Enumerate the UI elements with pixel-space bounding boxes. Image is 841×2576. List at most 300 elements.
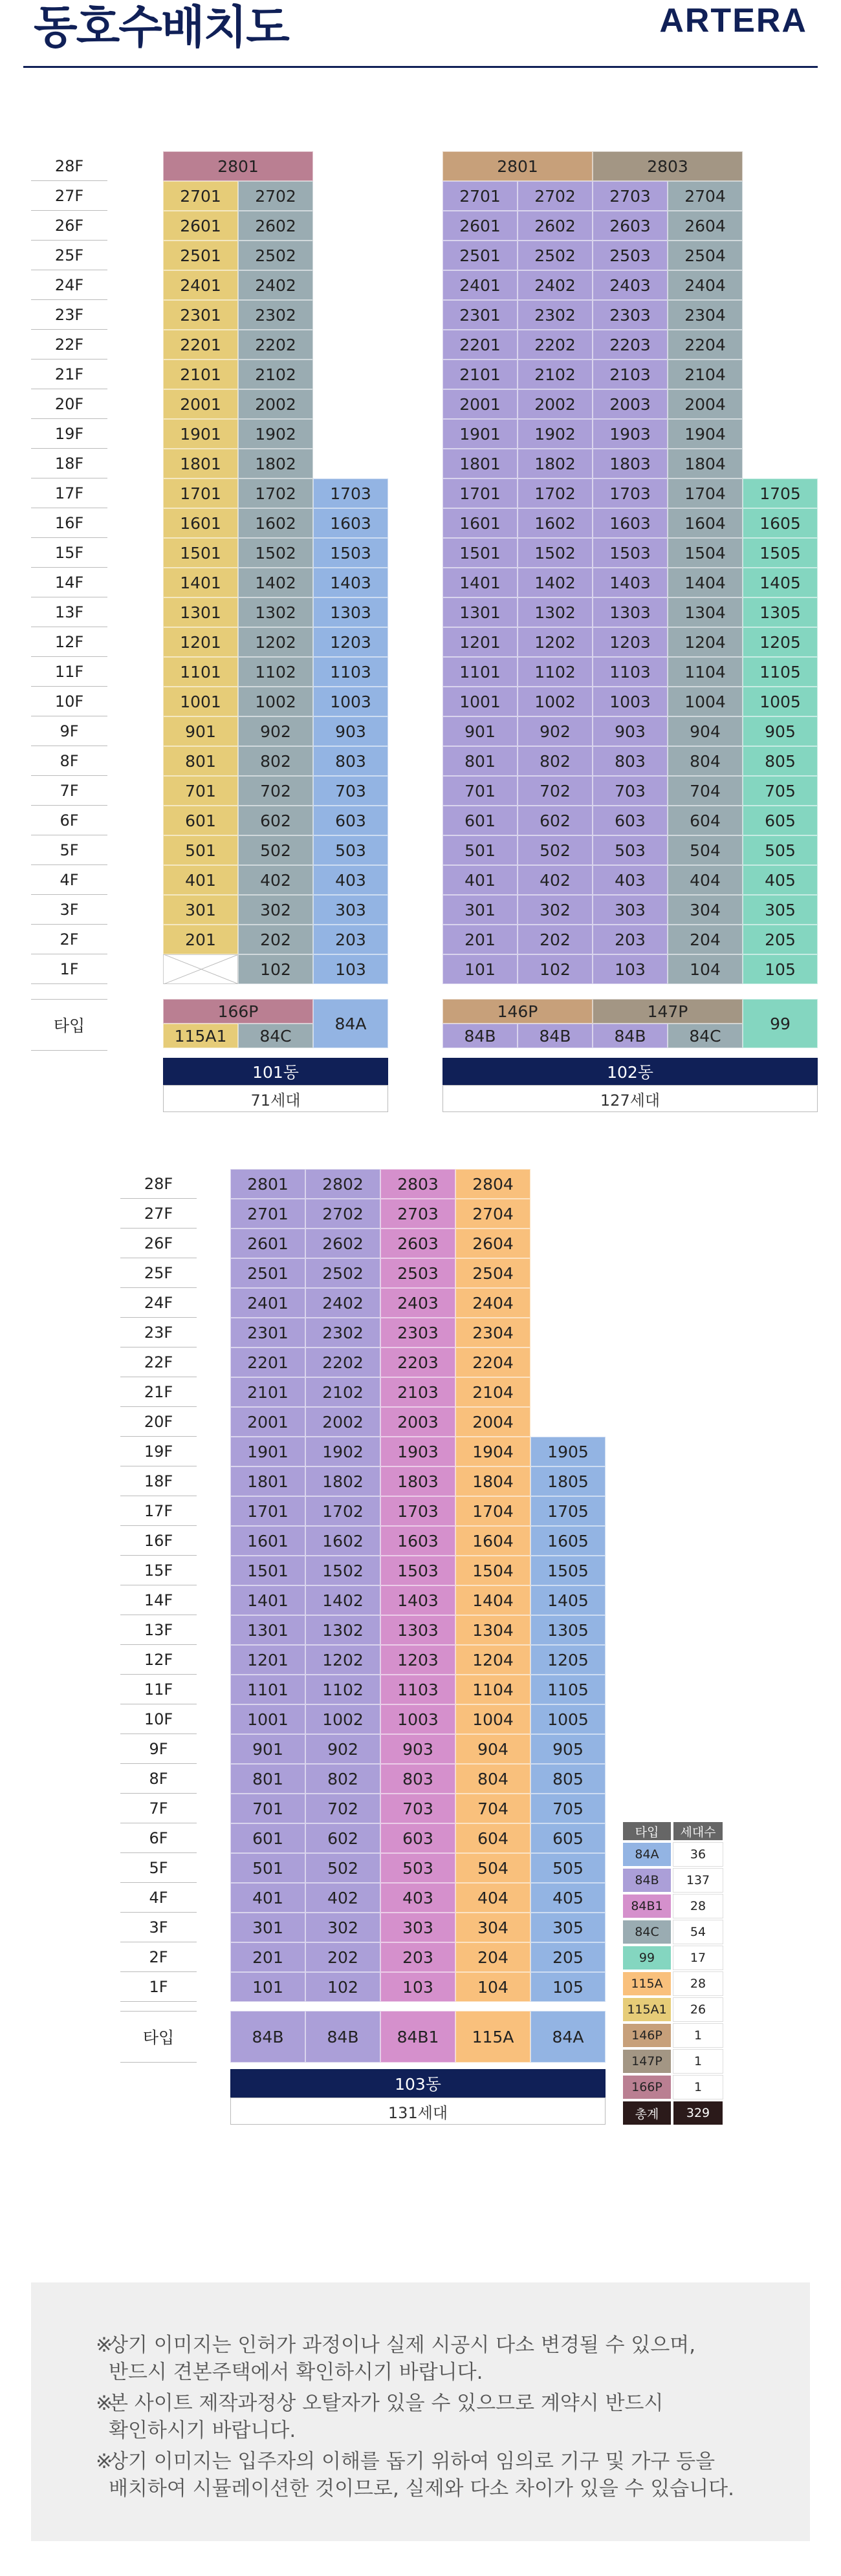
- unit-cell: 804: [668, 746, 743, 776]
- unit-cell: 1303: [380, 1615, 455, 1645]
- unit-cell: 201: [163, 925, 238, 954]
- unit-cell: 805: [743, 746, 818, 776]
- unit-cell: 401: [230, 1883, 305, 1913]
- unit-cell: 2203: [380, 1347, 455, 1377]
- unit-cell: 1702: [305, 1496, 380, 1526]
- unit-cell: 1102: [518, 657, 593, 687]
- unit-cell: 1302: [518, 597, 593, 627]
- unit-cell: 204: [455, 1942, 530, 1972]
- unit-cell: 501: [163, 835, 238, 865]
- unit-cell: 1405: [530, 1585, 606, 1615]
- unit-cell: 2704: [668, 181, 743, 211]
- unit-cell: 803: [593, 746, 668, 776]
- unit-cell: 1701: [230, 1496, 305, 1526]
- unit-cell: 2704: [455, 1199, 530, 1229]
- legend-type-swatch: 146P: [622, 2023, 672, 2048]
- floor-label: 18F: [120, 1466, 197, 1496]
- unit-cell: 403: [313, 865, 388, 895]
- unit-cell: 1804: [668, 449, 743, 478]
- unit-cell: 804: [455, 1764, 530, 1794]
- unit-cell: 2403: [380, 1288, 455, 1318]
- unit-cell: 1604: [455, 1526, 530, 1556]
- floor-label: 4F: [31, 865, 107, 895]
- unit-cell: 203: [380, 1942, 455, 1972]
- unit-cell: 2402: [518, 270, 593, 300]
- type-cell: 84B: [230, 2011, 305, 2063]
- unit-cell: 2003: [593, 389, 668, 419]
- unit-cell: 2701: [230, 1199, 305, 1229]
- unit-cell: 202: [518, 925, 593, 954]
- unit-cell: 401: [163, 865, 238, 895]
- floor-label: 9F: [31, 716, 107, 746]
- unit-cell: 2102: [238, 360, 313, 389]
- unit-cell: 1103: [380, 1675, 455, 1704]
- unit-cell: 1001: [230, 1704, 305, 1734]
- unit-cell: 1101: [230, 1675, 305, 1704]
- legend-type-swatch: 115A1: [622, 1997, 672, 2022]
- type-cell: 84B: [593, 1024, 668, 1048]
- unit-cell: 801: [230, 1764, 305, 1794]
- legend-count: 54: [673, 1920, 723, 1944]
- unit-cell: 505: [530, 1853, 606, 1883]
- unit-cell: 2002: [238, 389, 313, 419]
- unit-cell: 302: [238, 895, 313, 925]
- unit-cell: 2302: [238, 300, 313, 330]
- unit-cell: 1205: [743, 627, 818, 657]
- unit-cell: 502: [238, 835, 313, 865]
- unit-cell: 1404: [668, 568, 743, 597]
- unit-cell: 305: [530, 1913, 606, 1942]
- unit-cell: 302: [518, 895, 593, 925]
- unit-cell: 1003: [313, 687, 388, 716]
- unit-cell: 2301: [442, 300, 518, 330]
- unit-cell: 1305: [530, 1615, 606, 1645]
- unit-cell: 2004: [668, 389, 743, 419]
- floor-label: 26F: [31, 211, 107, 241]
- unit-cell: 904: [668, 716, 743, 746]
- unit-cell: 1701: [163, 478, 238, 508]
- unit-cell: 303: [380, 1913, 455, 1942]
- unit-cell: 1904: [455, 1437, 530, 1466]
- unit-cell: 2501: [230, 1258, 305, 1288]
- floor-label: 10F: [120, 1704, 197, 1734]
- unit-cell: 705: [743, 776, 818, 806]
- legend-type-swatch: 84B: [622, 1868, 672, 1893]
- unit-cell: 2604: [455, 1229, 530, 1258]
- type-cell: 99: [743, 999, 818, 1048]
- unit-cell: 2503: [593, 241, 668, 270]
- unit-cell: 1902: [305, 1437, 380, 1466]
- unit-cell: 1001: [163, 687, 238, 716]
- unit-cell: 103: [593, 954, 668, 984]
- legend-type-swatch: 115A: [622, 1971, 672, 1996]
- floor-label: 3F: [120, 1913, 197, 1942]
- disclaimer-note-2: ※ 본 사이트 제작과정상 오탈자가 있을 수 있으므로 계약시 반드시 확인하시기 바랍니다.: [96, 2392, 664, 2442]
- unit-cell: 1104: [455, 1675, 530, 1704]
- unit-cell: 903: [313, 716, 388, 746]
- unit-cell: 2504: [455, 1258, 530, 1288]
- unit-cell: 702: [518, 776, 593, 806]
- unit-cell: 405: [530, 1883, 606, 1913]
- building-name: 102동: [442, 1058, 818, 1085]
- unit-cell: 201: [442, 925, 518, 954]
- unit-cell: 2302: [305, 1318, 380, 1347]
- unit-cell: 2404: [455, 1288, 530, 1318]
- unit-cell: 803: [313, 746, 388, 776]
- unit-cell: 2402: [238, 270, 313, 300]
- unit-cell: 1602: [238, 508, 313, 538]
- unit-cell: 1202: [518, 627, 593, 657]
- disclaimer-note-1: ※ 상기 이미지는 인허가 과정이나 실제 시공시 다소 변경될 수 있으며, 반드시 견본주택에서 확인하시기 바랍니다.: [96, 2334, 696, 2384]
- unit-cell: 501: [442, 835, 518, 865]
- unit-cell: 1705: [743, 478, 818, 508]
- unit-cell: 2301: [230, 1318, 305, 1347]
- unit-cell: 101: [442, 954, 518, 984]
- unit-cell: 504: [668, 835, 743, 865]
- floor-label: 12F: [31, 627, 107, 657]
- unit-cell: 1403: [593, 568, 668, 597]
- unit-cell: 202: [238, 925, 313, 954]
- unit-cell: 702: [305, 1794, 380, 1823]
- unit-cell: 1901: [442, 419, 518, 449]
- floor-label: 15F: [120, 1556, 197, 1585]
- legend-count: 1: [673, 2049, 723, 2074]
- unit-cell: 1404: [455, 1585, 530, 1615]
- unit-cell: 2202: [238, 330, 313, 360]
- unit-cell: 1203: [380, 1645, 455, 1675]
- unit-cell: 201: [230, 1942, 305, 1972]
- unit-cell: 1301: [442, 597, 518, 627]
- unit-cell: 2201: [442, 330, 518, 360]
- unit-cell: 902: [518, 716, 593, 746]
- unit-cell: 1103: [313, 657, 388, 687]
- unit-cell: 1002: [305, 1704, 380, 1734]
- unit-cell: 2502: [238, 241, 313, 270]
- unit-cell: 2701: [163, 181, 238, 211]
- unit-cell: 203: [313, 925, 388, 954]
- unit-cell: 2104: [668, 360, 743, 389]
- disclaimer-box: [31, 2282, 810, 2541]
- household-count: 131세대: [230, 2098, 606, 2125]
- legend-total-label: 총계: [622, 2101, 672, 2125]
- unit-cell: 402: [238, 865, 313, 895]
- floor-label: 4F: [120, 1883, 197, 1913]
- unit-cell: 1302: [238, 597, 313, 627]
- unit-cell: 702: [238, 776, 313, 806]
- unit-cell: 302: [305, 1913, 380, 1942]
- unit-cell: 2503: [380, 1258, 455, 1288]
- unit-cell: 2202: [305, 1347, 380, 1377]
- unit-cell: 1002: [518, 687, 593, 716]
- unit-cell: 901: [442, 716, 518, 746]
- floor-label: 25F: [120, 1258, 197, 1288]
- unit-cell: 105: [530, 1972, 606, 2002]
- unit-cell: 2002: [518, 389, 593, 419]
- unit-cell: 2303: [380, 1318, 455, 1347]
- unit-cell: 2102: [518, 360, 593, 389]
- unit-cell: 2402: [305, 1288, 380, 1318]
- unit-cell: 1203: [593, 627, 668, 657]
- unit-cell: 2002: [305, 1407, 380, 1437]
- unit-cell: 1603: [313, 508, 388, 538]
- type-cell: 84A: [313, 999, 388, 1048]
- unit-cell: 1501: [442, 538, 518, 568]
- unit-cell: 2101: [163, 360, 238, 389]
- unit-cell: 1804: [455, 1466, 530, 1496]
- unit-cell: 2502: [518, 241, 593, 270]
- type-cell: 146P: [442, 999, 593, 1024]
- unit-cell: 502: [518, 835, 593, 865]
- unit-cell: 1702: [518, 478, 593, 508]
- unit-cell: 1802: [305, 1466, 380, 1496]
- unit-cell: 1104: [668, 657, 743, 687]
- unit-cell: 1304: [668, 597, 743, 627]
- unit-cell: 1501: [230, 1556, 305, 1585]
- unit-cell: 1605: [530, 1526, 606, 1556]
- unit-cell: 2702: [238, 181, 313, 211]
- unit-cell: 205: [530, 1942, 606, 1972]
- unit-cell: 705: [530, 1794, 606, 1823]
- unit-cell: 102: [305, 1972, 380, 2002]
- unit-cell: 2101: [442, 360, 518, 389]
- unit-cell: 1702: [238, 478, 313, 508]
- unit-cell: 1405: [743, 568, 818, 597]
- unit-cell: 603: [593, 806, 668, 835]
- unit-cell: 1902: [518, 419, 593, 449]
- unit-cell: 404: [455, 1883, 530, 1913]
- unit-cell: 2203: [593, 330, 668, 360]
- unit-cell: 105: [743, 954, 818, 984]
- floor-label: 1F: [120, 1972, 197, 2002]
- unit-cell: 2103: [593, 360, 668, 389]
- unit-cell: 1704: [668, 478, 743, 508]
- unit-cell: 704: [455, 1794, 530, 1823]
- legend-count: 17: [673, 1946, 723, 1970]
- unit-cell: 1202: [238, 627, 313, 657]
- unit-cell: 905: [743, 716, 818, 746]
- unit-cell: 102: [238, 954, 313, 984]
- unit-cell: 1703: [593, 478, 668, 508]
- unit-cell: 2301: [163, 300, 238, 330]
- unit-cell: 2401: [442, 270, 518, 300]
- unit-cell: 704: [668, 776, 743, 806]
- unit-cell: 2803: [380, 1169, 455, 1199]
- legend-count: 28: [673, 1894, 723, 1918]
- unit-cell: 703: [313, 776, 388, 806]
- unit-cell: 2504: [668, 241, 743, 270]
- unit-cell: 301: [230, 1913, 305, 1942]
- unit-cell: 604: [455, 1823, 530, 1853]
- unit-cell: 2001: [163, 389, 238, 419]
- unit-cell: 2103: [380, 1377, 455, 1407]
- unit-cell: 1905: [530, 1437, 606, 1466]
- unit-cell: 403: [593, 865, 668, 895]
- legend-count: 36: [673, 1842, 723, 1867]
- unit-cell: 2302: [518, 300, 593, 330]
- unit-cell: 502: [305, 1853, 380, 1883]
- unit-cell: 1402: [518, 568, 593, 597]
- unit-cell: 1103: [593, 657, 668, 687]
- unit-cell: 2502: [305, 1258, 380, 1288]
- floor-label: 24F: [120, 1288, 197, 1318]
- floor-label: 22F: [31, 330, 107, 360]
- floor-label: 8F: [31, 746, 107, 776]
- unit-cell: 1105: [743, 657, 818, 687]
- unit-cell: 1602: [518, 508, 593, 538]
- type-row-label: 타입: [120, 2011, 197, 2063]
- legend-count: 1: [673, 2023, 723, 2048]
- unit-cell: 802: [305, 1764, 380, 1794]
- unit-cell: 1701: [442, 478, 518, 508]
- legend-type-swatch: 99: [622, 1946, 672, 1970]
- unit-cell: 1003: [593, 687, 668, 716]
- unit-cell: 2604: [668, 211, 743, 241]
- unit-cell: 401: [442, 865, 518, 895]
- unit-cell: 2102: [305, 1377, 380, 1407]
- unit-cell: 2501: [163, 241, 238, 270]
- unit-cell: 903: [593, 716, 668, 746]
- unit-cell: 102: [518, 954, 593, 984]
- unit-cell: 1204: [455, 1645, 530, 1675]
- legend-count: 28: [673, 1971, 723, 1996]
- type-cell: 84A: [530, 2011, 606, 2063]
- unit-cell: 1403: [380, 1585, 455, 1615]
- type-cell: 115A: [455, 2011, 530, 2063]
- unit-cell: 1301: [230, 1615, 305, 1645]
- floor-label: 6F: [120, 1823, 197, 1853]
- unit-cell: 2702: [305, 1199, 380, 1229]
- unit-cell: 1401: [442, 568, 518, 597]
- unit-cell: 2804: [455, 1169, 530, 1199]
- empty-cross-icon: [164, 954, 237, 984]
- unit-cell: 2501: [442, 241, 518, 270]
- floor-label: 13F: [31, 597, 107, 627]
- unit-cell: 2101: [230, 1377, 305, 1407]
- unit-cell: 605: [743, 806, 818, 835]
- unit-cell: 101: [230, 1972, 305, 2002]
- legend-type-swatch: 166P: [622, 2075, 672, 2099]
- unit-cell: 902: [305, 1734, 380, 1764]
- unit-cell: 902: [238, 716, 313, 746]
- unit-cell: 305: [743, 895, 818, 925]
- unit-cell: 303: [593, 895, 668, 925]
- unit-cell: 1304: [455, 1615, 530, 1645]
- unit-cell: 405: [743, 865, 818, 895]
- unit-cell: 2401: [163, 270, 238, 300]
- legend-header: 세대수: [673, 1821, 723, 1841]
- type-cell: 166P: [163, 999, 313, 1024]
- building-name: 103동: [230, 2069, 606, 2098]
- unit-cell: 2104: [455, 1377, 530, 1407]
- floor-label: 27F: [31, 181, 107, 211]
- unit-cell: 2801: [230, 1169, 305, 1199]
- unit-cell: 2801: [163, 151, 313, 181]
- unit-cell: 1402: [305, 1585, 380, 1615]
- unit-cell: 2404: [668, 270, 743, 300]
- type-cell: 84B: [305, 2011, 380, 2063]
- unit-cell: 1703: [380, 1496, 455, 1526]
- unit-cell: 301: [163, 895, 238, 925]
- unit-cell: 2702: [518, 181, 593, 211]
- floor-label: 17F: [31, 478, 107, 508]
- unit-cell: 2204: [455, 1347, 530, 1377]
- unit-cell: 1402: [238, 568, 313, 597]
- floor-label: 26F: [120, 1229, 197, 1258]
- unit-cell: 1002: [238, 687, 313, 716]
- building-name: 101동: [163, 1058, 388, 1085]
- unit-cell: 505: [743, 835, 818, 865]
- floor-label: 18F: [31, 449, 107, 478]
- floor-label: 7F: [120, 1794, 197, 1823]
- unit-cell: 601: [442, 806, 518, 835]
- floor-label: 13F: [120, 1615, 197, 1645]
- unit-cell: 1203: [313, 627, 388, 657]
- unit-cell: 1805: [530, 1466, 606, 1496]
- unit-cell: 1601: [442, 508, 518, 538]
- unit-cell: 1605: [743, 508, 818, 538]
- unit-cell: 2602: [305, 1229, 380, 1258]
- unit-cell: 1604: [668, 508, 743, 538]
- unit-cell: 2204: [668, 330, 743, 360]
- floor-label: 11F: [31, 657, 107, 687]
- disclaimer-note-3: ※ 상기 이미지는 입주자의 이해를 돕기 위하여 임의로 기구 및 가구 등을 배치하여 시뮬레이션한 것이므로, 실제와 다소 차이가 있을 수 있습니다.: [96, 2450, 734, 2500]
- unit-cell: 2703: [593, 181, 668, 211]
- floor-label: 17F: [120, 1496, 197, 1526]
- floor-label: 20F: [120, 1407, 197, 1437]
- floor-label: 23F: [120, 1318, 197, 1347]
- unit-cell: 803: [380, 1764, 455, 1794]
- unit-cell: 2601: [442, 211, 518, 241]
- unit-cell: 1305: [743, 597, 818, 627]
- legend-type-swatch: 84C: [622, 1920, 672, 1944]
- unit-cell: 901: [230, 1734, 305, 1764]
- unit-cell: 2703: [380, 1199, 455, 1229]
- unit-cell: 2802: [305, 1169, 380, 1199]
- unit-cell: 1901: [230, 1437, 305, 1466]
- unit-cell: 1504: [668, 538, 743, 568]
- unit-cell: 905: [530, 1734, 606, 1764]
- floor-label: 5F: [120, 1853, 197, 1883]
- unit-cell: 1801: [442, 449, 518, 478]
- unit-cell: 1802: [518, 449, 593, 478]
- unit-cell: 1201: [230, 1645, 305, 1675]
- type-cell: 84B: [442, 1024, 518, 1048]
- unit-cell: 802: [518, 746, 593, 776]
- type-cell: 115A1: [163, 1024, 238, 1048]
- unit-cell: 602: [238, 806, 313, 835]
- floor-label: 24F: [31, 270, 107, 300]
- unit-cell: 1101: [163, 657, 238, 687]
- unit-cell: 701: [442, 776, 518, 806]
- floor-label: 16F: [120, 1526, 197, 1556]
- empty-unit-cell: [163, 954, 238, 984]
- household-count: 127세대: [442, 1085, 818, 1112]
- unit-cell: 504: [455, 1853, 530, 1883]
- floor-label: 6F: [31, 806, 107, 835]
- unit-cell: 1005: [743, 687, 818, 716]
- floor-label: 7F: [31, 776, 107, 806]
- unit-cell: 402: [305, 1883, 380, 1913]
- unit-cell: 103: [380, 1972, 455, 2002]
- page-title: 동호수배치도: [34, 1, 289, 54]
- unit-cell: 1902: [238, 419, 313, 449]
- floor-label: 23F: [31, 300, 107, 330]
- floor-label: 27F: [120, 1199, 197, 1229]
- unit-cell: 1601: [163, 508, 238, 538]
- legend-type-swatch: 147P: [622, 2049, 672, 2074]
- unit-cell: 1401: [230, 1585, 305, 1615]
- type-cell: 84C: [238, 1024, 313, 1048]
